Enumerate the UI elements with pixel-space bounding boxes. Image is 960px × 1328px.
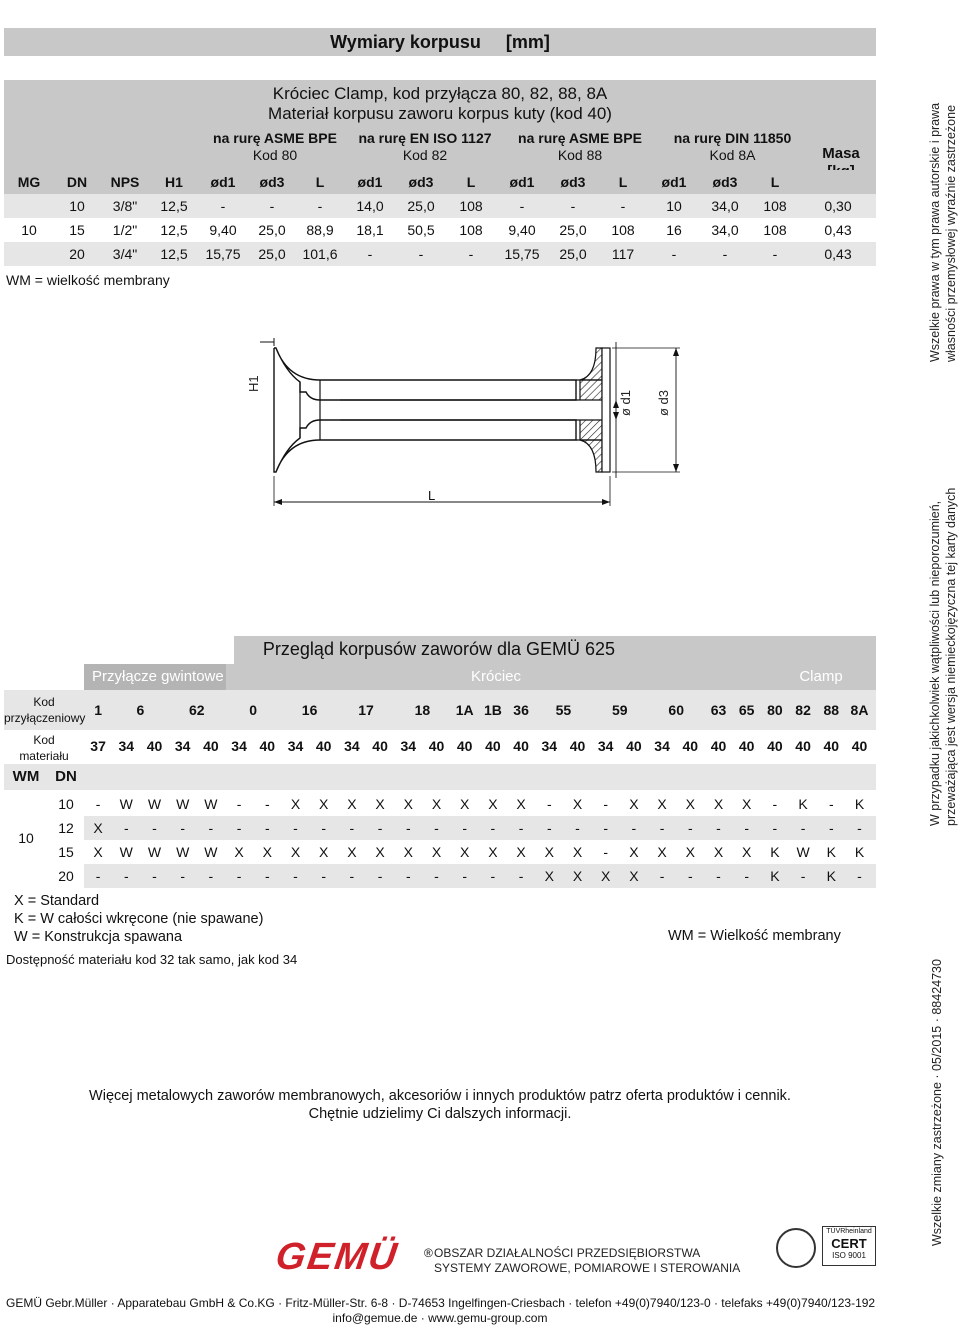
legend-x: X = Standard xyxy=(14,893,100,909)
matrix-cell: - xyxy=(208,820,214,836)
col-l-8a: L xyxy=(750,170,800,194)
cell: 16 xyxy=(666,222,682,238)
col-d1-82: ød1 xyxy=(344,170,396,194)
connection-code: 62 xyxy=(189,702,205,718)
material-code: 40 xyxy=(569,738,586,754)
matrix-cell: W xyxy=(204,796,218,812)
matrix-cell: - xyxy=(152,868,157,884)
matrix-cell: X xyxy=(742,844,752,860)
cell xyxy=(4,242,54,266)
group-header-8a xyxy=(660,130,805,164)
matrix-cell: - xyxy=(744,868,750,884)
connection-code: 6 xyxy=(136,702,145,718)
matrix-cell: X xyxy=(262,844,272,860)
connection-code: 0 xyxy=(249,702,258,718)
material-code: 40 xyxy=(513,738,529,754)
cell: 25,0 xyxy=(548,242,598,266)
group-krociec: Króciec xyxy=(470,668,522,685)
cell: - xyxy=(598,194,648,218)
material-code: 34 xyxy=(287,738,304,754)
matrix-cell: - xyxy=(772,820,778,836)
matrix-cell: - xyxy=(462,820,468,836)
material-code: 34 xyxy=(400,738,417,754)
matrix-cell: - xyxy=(349,868,355,884)
connection-code: 8A xyxy=(850,702,869,718)
matrix-cell: X xyxy=(431,796,442,812)
group-gwintowe: Przyłącze gwintowe xyxy=(92,668,224,685)
group-80-line1: na rurę ASME BPE xyxy=(213,130,337,146)
matrix-cell: - xyxy=(546,796,552,812)
registered-icon: ® xyxy=(424,1246,433,1260)
matrix-cell: - xyxy=(828,820,834,836)
group-82-line2: Kod 82 xyxy=(402,147,448,163)
material-code: 40 xyxy=(372,738,388,754)
matrix-cell: X xyxy=(375,796,385,812)
cert-iso: ISO 9001 xyxy=(832,1251,866,1260)
matrix-cell: X xyxy=(742,796,752,812)
matrix-cell: X xyxy=(319,796,329,812)
matrix-cell: - xyxy=(293,868,298,884)
matrix-cell: K xyxy=(826,844,836,860)
footer-line1: GEMÜ Gebr.Müller · Apparatebau GmbH & Co.KG · Fritz-Müller-Str. 6-8 · D-74653 Ingelfingen-Criesbach · telefon +49(0)7940/123-0 · telefaks +49(0)7940/123-192 xyxy=(6,1296,876,1310)
connection-code: 1A xyxy=(455,702,474,718)
matrix-cell: - xyxy=(405,868,411,884)
matrix-cell: X xyxy=(572,844,583,860)
matrix-cell: - xyxy=(687,868,693,884)
side-text-language-line2: przeważająca jest wersja niemieckojęzyczna tej karty danych xyxy=(944,487,958,826)
dn-value: 15 xyxy=(58,844,74,860)
matrix-cell: - xyxy=(518,820,524,836)
connection-code: 82 xyxy=(795,702,811,718)
matrix-cell: X xyxy=(460,844,470,860)
matrix-cell: - xyxy=(744,820,750,836)
matrix-cell: - xyxy=(716,820,721,836)
col-h1: H1 xyxy=(150,170,198,194)
matrix-cell: W xyxy=(147,796,162,812)
tagline-line1: OBSZAR DZIAŁALNOŚCI PRZEDSIĘBIORSTWA xyxy=(434,1246,701,1260)
legend-k: K = W całości wkręcone (nie spawane) xyxy=(14,911,264,927)
cell: 1/2" xyxy=(112,222,138,238)
matrix-cell: X xyxy=(488,796,498,812)
connection-code: 1B xyxy=(483,702,502,718)
section2-title: Przegląd korpusów zaworów dla GEMÜ 625 xyxy=(262,639,616,659)
matrix-cell: X xyxy=(657,844,667,860)
matrix-cell: - xyxy=(462,868,468,884)
col-l-80: L xyxy=(296,170,344,194)
matrix-cell: K xyxy=(770,844,780,860)
cell: 108 xyxy=(750,194,800,218)
matrix-cell: - xyxy=(152,820,157,836)
matrix-cell: - xyxy=(208,868,214,884)
col-d3-8a: ød3 xyxy=(700,170,750,194)
matrix-cell: - xyxy=(518,868,524,884)
masa-line1: Masa xyxy=(822,145,860,162)
connection-code: 63 xyxy=(710,702,727,718)
group-header-82 xyxy=(350,130,500,164)
matrix-cell: - xyxy=(123,820,129,836)
cell: 14,0 xyxy=(344,194,396,218)
group-header-80 xyxy=(205,130,345,164)
matrix-cell: X xyxy=(403,796,413,812)
cell: 18,1 xyxy=(356,222,384,238)
section1-title-line2: Materiał korpusu zaworu korpus kuty (kod 40) xyxy=(268,104,612,123)
cell: - xyxy=(648,242,700,266)
cell: 9,40 xyxy=(209,222,237,238)
cell: - xyxy=(198,194,248,218)
side-text-copyright-line1: Wszelkie prawa w tym prawa autorskie i prawa xyxy=(928,102,942,362)
cell: - xyxy=(248,194,296,218)
cert-badge xyxy=(822,1226,876,1266)
group-8a-line2: Kod 8A xyxy=(709,147,756,163)
more-info-line2: Chętnie udzielimy Ci dalszych informacji. xyxy=(308,1106,572,1122)
legend-w: W = Konstrukcja spawana xyxy=(14,929,183,945)
cell: 20 xyxy=(54,242,100,266)
matrix-cell: - xyxy=(180,868,186,884)
availability-note: Dostępność materiału kod 32 tak samo, jak kod 34 xyxy=(6,952,298,967)
material-code: 34 xyxy=(344,738,360,754)
wm-label: WM xyxy=(12,768,40,785)
matrix-cell: X xyxy=(544,868,554,884)
connection-code: 36 xyxy=(513,702,529,718)
matrix-cell: X xyxy=(629,868,639,884)
kod-przylaczeniowy-label xyxy=(4,694,84,726)
cell: 25,0 xyxy=(396,194,446,218)
mg-value: 10 xyxy=(18,830,34,846)
cert-big: CERT xyxy=(831,1236,867,1251)
cell: 0,30 xyxy=(800,194,876,218)
matrix-cell: X xyxy=(516,844,526,860)
material-code: 40 xyxy=(428,738,445,754)
matrix-cell: - xyxy=(800,820,806,836)
matrix-cell: X xyxy=(403,844,413,860)
group-8a-line1: na rurę DIN 11850 xyxy=(673,130,792,146)
side-text-copyright-line2: własności przemysłowej wyraźnie zastrzeżone xyxy=(944,104,958,362)
matrix-cell: X xyxy=(572,796,583,812)
matrix-cell: - xyxy=(603,844,609,860)
col-dn: DN xyxy=(54,170,100,194)
kod-przyl-line2: przyłączeniowy xyxy=(4,711,86,725)
cell: 3/8" xyxy=(100,194,150,218)
matrix-cell: K xyxy=(770,868,780,884)
matrix-cell: X xyxy=(544,844,554,860)
matrix-cell: X xyxy=(431,844,442,860)
kod-materialu-label xyxy=(4,732,84,764)
cell: 15,75 xyxy=(496,242,548,266)
cell: 25,0 xyxy=(258,222,286,238)
cell: - xyxy=(496,194,548,218)
matrix-cell: - xyxy=(264,820,270,836)
matrix-cell: X xyxy=(685,844,695,860)
matrix-cell: W xyxy=(796,844,810,860)
matrix-cell: X xyxy=(713,844,724,860)
cell: 50,5 xyxy=(407,222,435,238)
dn-value: 12 xyxy=(58,820,74,836)
col-l-82: L xyxy=(446,170,496,194)
matrix-cell: X xyxy=(685,796,695,812)
cell: 12,5 xyxy=(150,242,198,266)
cell: 34,0 xyxy=(711,222,739,238)
material-code: 34 xyxy=(541,738,558,754)
wm-note: WM = wielkość membrany xyxy=(6,272,170,288)
cell: - xyxy=(700,242,750,266)
matrix-cell: X xyxy=(516,796,526,812)
matrix-cell: X xyxy=(460,796,470,812)
matrix-cell: - xyxy=(434,820,439,836)
col-d3-80: ød3 xyxy=(248,170,296,194)
material-code: 40 xyxy=(315,738,332,754)
material-code: 37 xyxy=(90,738,106,754)
col-d1-8a: ød1 xyxy=(648,170,700,194)
dn-label: DN xyxy=(55,768,77,785)
matrix-cell: X xyxy=(657,796,667,812)
cell: 108 xyxy=(446,194,496,218)
matrix-cell: - xyxy=(716,868,721,884)
dn-value: 20 xyxy=(58,868,74,884)
matrix-cell: - xyxy=(264,868,270,884)
matrix-cell: W xyxy=(119,796,133,812)
cell: - xyxy=(296,194,344,218)
matrix-cell: X xyxy=(629,844,639,860)
cell: 3/4" xyxy=(100,242,150,266)
matrix-cell: X xyxy=(347,796,357,812)
connection-code: 16 xyxy=(301,702,318,718)
col-l-88: L xyxy=(598,170,648,194)
matrix-cell: - xyxy=(293,820,298,836)
legend xyxy=(14,892,263,946)
matrix-cell: - xyxy=(377,820,383,836)
matrix-cell: K xyxy=(854,844,865,860)
page-title: Wymiary korpusu [mm] xyxy=(330,32,550,52)
group-88-line2: Kod 88 xyxy=(557,147,603,163)
matrix-cell: - xyxy=(434,868,439,884)
matrix-cell: - xyxy=(236,820,242,836)
tagline-line2: SYSTEMY ZAWOROWE, POMIAROWE I STEROWANIA xyxy=(434,1261,741,1275)
connection-code: 80 xyxy=(767,702,783,718)
matrix-cell: K xyxy=(798,796,808,812)
dimensions-row-dn15 xyxy=(4,218,876,242)
col-d1-88: ød1 xyxy=(496,170,548,194)
matrix-cell: - xyxy=(857,868,862,884)
matrix-cell: X xyxy=(713,796,724,812)
dimensions-row-dn20 xyxy=(4,242,876,266)
matrix-cell: - xyxy=(349,820,355,836)
material-code: 34 xyxy=(118,738,135,754)
kod-przyl-line1: Kod xyxy=(33,695,55,709)
cell: 10 xyxy=(54,194,100,218)
dimensions-row-dn10 xyxy=(4,194,876,218)
matrix-cell: W xyxy=(119,844,133,860)
label-d1: ø d1 xyxy=(618,389,633,416)
matrix-cell: X xyxy=(290,844,301,860)
matrix-cell: X xyxy=(572,868,583,884)
connection-code: 17 xyxy=(358,702,374,718)
col-d3-88: ød3 xyxy=(548,170,598,194)
group-80-line2: Kod 80 xyxy=(252,147,298,163)
cell: - xyxy=(750,242,800,266)
matrix-cell: - xyxy=(490,820,496,836)
matrix-cell: - xyxy=(180,820,186,836)
material-code: 40 xyxy=(259,738,276,754)
cell: - xyxy=(396,242,446,266)
material-code: 40 xyxy=(146,738,163,754)
cell: 34,0 xyxy=(700,194,750,218)
cell: 15 xyxy=(69,222,85,238)
label-h1: H1 xyxy=(246,375,261,392)
material-code: 40 xyxy=(767,738,783,754)
matrix-cell: - xyxy=(659,820,665,836)
matrix-cell: K xyxy=(826,868,836,884)
matrix-cell: X xyxy=(290,796,301,812)
kod-mat-line2: materiału xyxy=(19,749,69,763)
dimensions-table xyxy=(4,170,876,266)
matrix-cell: - xyxy=(546,820,552,836)
col-masa-spacer xyxy=(800,170,876,194)
group-clamp: Clamp xyxy=(799,668,843,685)
material-code: 34 xyxy=(597,738,614,754)
gemu-logo: GEMÜ xyxy=(273,1236,402,1278)
matrix-cell: - xyxy=(236,796,242,812)
cell: 108 xyxy=(611,222,635,238)
matrix-cell: - xyxy=(659,868,665,884)
more-info-line1: Więcej metalowych zaworów membranowych, akcesoriów i innych produktów patrz oferta produktów i cennik. xyxy=(89,1088,791,1104)
legend-wm: WM = Wielkość membrany xyxy=(668,928,841,944)
cell: 108 xyxy=(763,222,787,238)
connection-code: 59 xyxy=(612,702,628,718)
material-code: 40 xyxy=(203,738,219,754)
matrix-cell: - xyxy=(123,868,129,884)
material-code: 40 xyxy=(626,738,642,754)
col-nps: NPS xyxy=(100,170,150,194)
matrix-cell: W xyxy=(147,844,162,860)
material-code: 40 xyxy=(485,738,501,754)
cell: 0,43 xyxy=(824,222,852,238)
matrix-cell: X xyxy=(93,844,103,860)
connection-code: 88 xyxy=(823,702,840,718)
matrix-cell: - xyxy=(575,820,580,836)
section1-title-line1: Króciec Clamp, kod przyłącza 80, 82, 88, 8A xyxy=(272,84,608,103)
col-mg: MG xyxy=(4,170,54,194)
matrix-cell: - xyxy=(631,820,637,836)
matrix-cell: - xyxy=(857,820,862,836)
matrix-cell: - xyxy=(603,796,609,812)
material-code: 40 xyxy=(710,738,727,754)
matrix-cell: X xyxy=(234,844,244,860)
side-text-language-line1: W przypadku jakichkolwiek wątpliwości lub nieporozumień, xyxy=(928,500,942,826)
material-code: 34 xyxy=(654,738,670,754)
body-drawing xyxy=(240,320,680,510)
cell: 12,5 xyxy=(150,194,198,218)
matrix-cell: W xyxy=(176,844,190,860)
material-code: 40 xyxy=(682,738,699,754)
cell: 0,43 xyxy=(800,242,876,266)
side-text-changes: Wszelkie zmiany zastrzeżone · 05/2015 · 88424730 xyxy=(930,959,944,1246)
matrix-cell: - xyxy=(490,868,496,884)
col-d1-80: ød1 xyxy=(198,170,248,194)
cell: 101,6 xyxy=(296,242,344,266)
material-code: 40 xyxy=(456,738,473,754)
tagline xyxy=(434,1246,740,1276)
matrix-cell: - xyxy=(377,868,383,884)
material-code: 40 xyxy=(851,738,868,754)
matrix-cell: - xyxy=(236,868,242,884)
cell: 15,75 xyxy=(198,242,248,266)
matrix-cell: - xyxy=(405,820,411,836)
label-d3: ø d3 xyxy=(656,389,671,416)
material-code: 34 xyxy=(174,738,191,754)
group-82-line1: na rurę EN ISO 1127 xyxy=(358,130,492,146)
matrix-cell: W xyxy=(176,796,190,812)
cell: 108 xyxy=(459,222,483,238)
connection-code: 60 xyxy=(668,702,684,718)
material-code: 40 xyxy=(795,738,811,754)
matrix-cell: X xyxy=(375,844,385,860)
col-d3-82: ød3 xyxy=(396,170,446,194)
cell: 25,0 xyxy=(248,242,296,266)
matrix-cell: W xyxy=(204,844,218,860)
cell: - xyxy=(344,242,396,266)
cell: - xyxy=(548,194,598,218)
matrix-cell: X xyxy=(347,844,357,860)
cell: 9,40 xyxy=(508,222,536,238)
matrix-cell: - xyxy=(264,796,270,812)
tuv-seal-icon xyxy=(776,1228,816,1268)
connection-code: 55 xyxy=(555,702,572,718)
cell: 88,9 xyxy=(306,222,334,238)
row-wmdn-bg xyxy=(4,764,876,790)
matrix-cell: - xyxy=(321,820,327,836)
group-88-line1: na rurę ASME BPE xyxy=(518,130,642,146)
matrix-cell: - xyxy=(603,820,609,836)
cell: 10 xyxy=(21,222,37,238)
matrix-cell: - xyxy=(95,796,101,812)
cell: 10 xyxy=(648,194,700,218)
material-code: 34 xyxy=(231,738,247,754)
material-code: 40 xyxy=(738,738,755,754)
cell: - xyxy=(446,242,496,266)
dimensions-header-row xyxy=(4,170,876,194)
cell: 117 xyxy=(598,242,648,266)
matrix-cell: - xyxy=(321,868,327,884)
connection-code: 65 xyxy=(738,702,755,718)
cell xyxy=(4,194,54,218)
material-code: 40 xyxy=(823,738,840,754)
dn-value: 10 xyxy=(58,796,74,812)
matrix-cell: X xyxy=(488,844,498,860)
matrix-cell: K xyxy=(854,796,865,812)
matrix-cell: - xyxy=(772,796,778,812)
matrix-cell: - xyxy=(828,796,834,812)
connection-code: 18 xyxy=(414,702,431,718)
matrix-cell: X xyxy=(601,868,611,884)
matrix-cell: X xyxy=(629,796,639,812)
group-header-88 xyxy=(510,130,650,164)
matrix-cell: - xyxy=(800,868,806,884)
matrix-cell: - xyxy=(687,820,693,836)
matrix-cell: X xyxy=(319,844,329,860)
cell: 25,0 xyxy=(559,222,587,238)
cert-top: TÜVRheinland xyxy=(826,1228,872,1235)
label-l: L xyxy=(428,488,436,503)
matrix-cell: - xyxy=(95,868,101,884)
connection-code: 1 xyxy=(94,702,102,718)
cell: 12,5 xyxy=(160,222,188,238)
matrix-cell: X xyxy=(93,820,103,836)
footer-line2: info@gemue.de · www.gemu-group.com xyxy=(332,1311,548,1325)
kod-mat-line1: Kod xyxy=(33,733,55,747)
